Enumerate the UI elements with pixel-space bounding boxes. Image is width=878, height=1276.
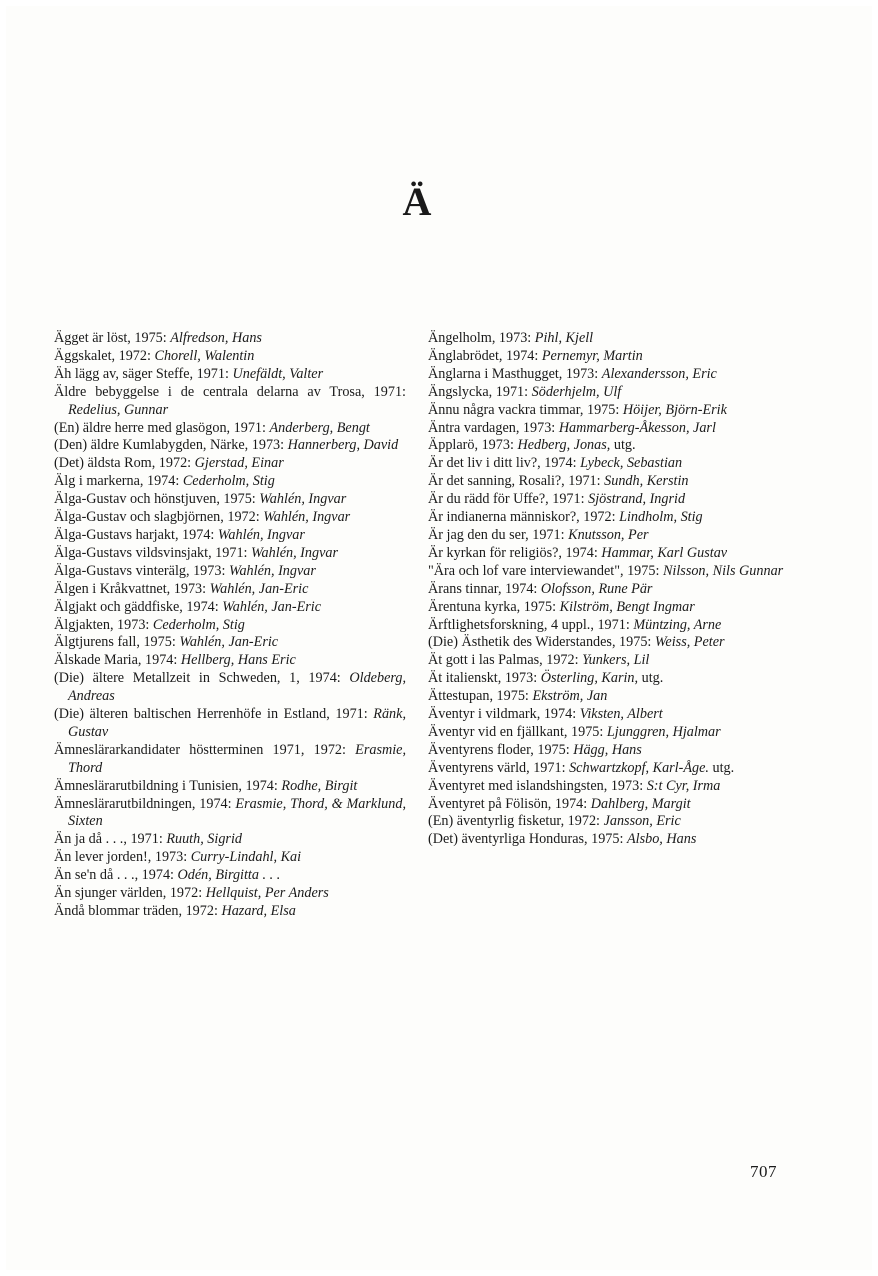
entry-title: Är det sanning, Rosali?, 1971: bbox=[428, 473, 605, 490]
index-entry bbox=[54, 885, 406, 903]
entry-author: Lybeck, Sebastian bbox=[580, 455, 683, 472]
entry-title: Ärentuna kyrka, 1975: bbox=[428, 598, 560, 615]
index-entry bbox=[54, 330, 406, 348]
entry-title: Äggskalet, 1972: bbox=[54, 347, 155, 364]
entry-title: Är det liv i ditt liv?, 1974: bbox=[428, 455, 581, 472]
entry-title: Älga-Gustavs vinterälg, 1973: bbox=[54, 562, 229, 579]
index-entry bbox=[54, 831, 406, 849]
index-entry bbox=[428, 742, 784, 760]
entry-title: Än sjunger världen, 1972: bbox=[54, 885, 206, 902]
index-entry bbox=[428, 599, 784, 617]
index-entry bbox=[428, 813, 784, 831]
index-entry bbox=[54, 366, 406, 384]
index-entry bbox=[428, 581, 784, 599]
entry-title: Älskade Maria, 1974: bbox=[54, 652, 181, 669]
entry-title: (Die) Ästhetik des Widerstandes, 1975: bbox=[428, 634, 655, 651]
entry-author: Cederholm, Stig bbox=[182, 473, 275, 490]
entry-title: Älgen i Kråkvattnet, 1973: bbox=[54, 580, 210, 597]
entry-author: Weiss, Peter bbox=[654, 634, 725, 651]
entry-title: Älga-Gustavs vildsvinsjakt, 1971: bbox=[54, 544, 252, 561]
entry-author: Hammarberg-Åkesson, Jarl bbox=[558, 419, 716, 436]
entry-title: Ägget är löst, 1975: bbox=[54, 330, 171, 346]
entry-title: (Den) äldre Kumlabygden, Närke, 1973: bbox=[54, 437, 288, 454]
entry-author: Viksten, Albert bbox=[579, 706, 663, 723]
left-column bbox=[54, 330, 406, 921]
entry-title: Är indianerna människor?, 1972: bbox=[428, 509, 620, 526]
entry-title: (En) äldre herre med glasögon, 1971: bbox=[54, 419, 270, 436]
entry-title: (Die) ältere Metallzeit in Schweden, 1, 1974: bbox=[54, 670, 350, 687]
index-entry bbox=[428, 634, 784, 652]
entry-author: S:t Cyr, Irma bbox=[646, 777, 721, 794]
entry-author: Wahlén, Ingvar bbox=[228, 562, 316, 579]
entry-title: Älg i markerna, 1974: bbox=[54, 473, 183, 490]
entry-author: Cederholm, Stig bbox=[152, 616, 245, 633]
entry-author: Dahlberg, Margit bbox=[590, 795, 691, 812]
entry-author: Odén, Birgitta . . . bbox=[177, 867, 281, 884]
entry-author: Jansson, Eric bbox=[603, 813, 681, 830]
index-entry bbox=[428, 563, 784, 581]
entry-title: (Det) äventyrliga Honduras, 1975: bbox=[428, 831, 627, 848]
entry-author: Nilsson, Nils Gunnar bbox=[662, 562, 784, 579]
right-column bbox=[428, 330, 784, 849]
index-entry bbox=[428, 491, 784, 509]
entry-title: Ängslycka, 1971: bbox=[428, 383, 532, 400]
entry-title: Är du rädd för Uffe?, 1971: bbox=[428, 491, 589, 508]
index-entry bbox=[54, 617, 406, 635]
entry-author: Wahlén, Ingvar bbox=[217, 526, 305, 543]
entry-title: Ättestupan, 1975: bbox=[428, 688, 533, 705]
index-entry bbox=[428, 652, 784, 670]
entry-author: Hägg, Hans bbox=[573, 741, 642, 758]
entry-title: Älgjakten, 1973: bbox=[54, 616, 153, 633]
entry-title: Ämneslärarkandidater höstterminen 1971, 1972: bbox=[54, 741, 356, 758]
entry-author: Kilström, Bengt Ingmar bbox=[559, 598, 695, 615]
index-entry bbox=[54, 867, 406, 885]
entry-author: Rodhe, Birgit bbox=[281, 777, 358, 794]
index-entry bbox=[54, 903, 406, 921]
index-entry bbox=[54, 455, 406, 473]
entry-author: Wahlén, Jan-Eric bbox=[179, 634, 279, 651]
entry-author: Ränk, Gustav bbox=[68, 706, 406, 740]
entry-title: Äntra vardagen, 1973: bbox=[428, 419, 559, 436]
entry-author: Österling, Karin, bbox=[540, 670, 639, 687]
entry-title: Är kyrkan för religiös?, 1974: bbox=[428, 544, 602, 561]
index-entry bbox=[428, 545, 784, 563]
index-entry bbox=[54, 706, 406, 742]
entry-author: Erasmie, Thord, & Marklund, Sixten bbox=[68, 795, 406, 830]
index-entry bbox=[428, 455, 784, 473]
entry-title: Äventyr vid en fjällkant, 1975: bbox=[428, 723, 607, 740]
entry-author: Ljunggren, Hjalmar bbox=[606, 723, 721, 740]
index-entry bbox=[54, 491, 406, 509]
index-entry bbox=[428, 420, 784, 438]
entry-author: Alexandersson, Eric bbox=[601, 365, 717, 382]
index-entry bbox=[54, 437, 406, 455]
entry-suffix: utg. bbox=[638, 670, 664, 687]
entry-author: Knutsson, Per bbox=[568, 526, 649, 543]
index-entry bbox=[54, 634, 406, 652]
entry-title: Ämneslärarutbildningen, 1974: bbox=[54, 795, 236, 812]
entry-title: Älga-Gustav och slagbjörnen, 1972: bbox=[54, 509, 264, 526]
entry-author: Chorell, Walentin bbox=[154, 347, 255, 364]
entry-title: Ännu några vackra timmar, 1975: bbox=[428, 401, 623, 418]
entry-title: Äventyr i vildmark, 1974: bbox=[428, 706, 580, 723]
entry-suffix: utg. bbox=[610, 437, 636, 454]
entry-title: Älga-Gustav och hönstjuven, 1975: bbox=[54, 491, 260, 508]
index-entry bbox=[428, 384, 784, 402]
entry-title: Äh lägg av, säger Steffe, 1971: bbox=[54, 365, 233, 382]
entry-author: Yunkers, Lil bbox=[582, 652, 650, 669]
entry-title: Älgtjurens fall, 1975: bbox=[54, 634, 180, 651]
index-entry bbox=[54, 563, 406, 581]
index-entry bbox=[54, 545, 406, 563]
index-entry bbox=[428, 617, 784, 635]
entry-author: Gjerstad, Einar bbox=[194, 455, 284, 472]
entry-author: Hannerberg, David bbox=[287, 437, 399, 454]
entry-author: Schwartzkopf, Karl-Åge. bbox=[569, 759, 709, 776]
entry-title: (Det) äldsta Rom, 1972: bbox=[54, 455, 195, 472]
entry-title: Änglabrödet, 1974: bbox=[428, 347, 542, 364]
entry-author: Wahlén, Jan-Eric bbox=[209, 580, 309, 597]
index-entry bbox=[428, 688, 784, 706]
entry-title: Änglarna i Masthugget, 1973: bbox=[428, 365, 602, 382]
index-entry bbox=[428, 670, 784, 688]
entry-author: Wahlén, Ingvar bbox=[251, 544, 338, 561]
entry-author: Hazard, Elsa bbox=[221, 903, 296, 919]
entry-author: Hellberg, Hans Eric bbox=[180, 652, 296, 669]
index-entry bbox=[54, 527, 406, 545]
entry-title: Äventyret på Fölisön, 1974: bbox=[428, 795, 591, 812]
entry-author: Ekström, Jan bbox=[532, 688, 608, 705]
entry-title: Äldre bebyggelse i de centrala delarna av Trosa, 1971: bbox=[54, 383, 406, 400]
index-entry bbox=[54, 599, 406, 617]
entry-author: Olofsson, Rune Pär bbox=[540, 580, 653, 597]
index-entry bbox=[428, 348, 784, 366]
entry-title: Äventyret med islandshingsten, 1973: bbox=[428, 777, 647, 794]
entry-title: Älgjakt och gäddfiske, 1974: bbox=[54, 598, 223, 615]
entry-title: (Die) älteren baltischen Herrenhöfe in Estland, 1971: bbox=[54, 706, 374, 723]
index-entry bbox=[54, 849, 406, 867]
entry-title: Ändå blommar träden, 1972: bbox=[54, 903, 222, 919]
entry-author: Unefäldt, Valter bbox=[232, 365, 324, 382]
index-entry bbox=[54, 670, 406, 706]
entry-title: "Ära och lof vare interviewandet", 1975: bbox=[428, 562, 663, 579]
index-entry bbox=[428, 831, 784, 849]
entry-title: Ämneslärarutbildning i Tunisien, 1974: bbox=[54, 777, 282, 794]
index-entry bbox=[428, 402, 784, 420]
index-entry bbox=[428, 760, 784, 778]
entry-author: Wahlén, Ingvar bbox=[259, 491, 347, 508]
entry-title: Ängelholm, 1973: bbox=[428, 330, 535, 346]
entry-title: Än lever jorden!, 1973: bbox=[54, 849, 191, 866]
entry-author: Höijer, Björn-Erik bbox=[622, 401, 727, 418]
index-entry bbox=[428, 706, 784, 724]
entry-author: Hellquist, Per Anders bbox=[205, 885, 329, 902]
entry-author: Anderberg, Bengt bbox=[269, 419, 370, 436]
entry-title: Ät gott i las Palmas, 1972: bbox=[428, 652, 583, 669]
entry-author: Söderhjelm, Ulf bbox=[531, 383, 622, 400]
entry-title: Är jag den du ser, 1971: bbox=[428, 526, 569, 543]
entry-author: Wahlén, Jan-Eric bbox=[222, 598, 322, 615]
index-entry bbox=[54, 581, 406, 599]
index-entry bbox=[428, 473, 784, 491]
entry-title: (En) äventyrlig fisketur, 1972: bbox=[428, 813, 604, 830]
entry-author: Redelius, Gunnar bbox=[68, 401, 169, 418]
entry-author: Sjöstrand, Ingrid bbox=[588, 491, 686, 508]
entry-author: Hammar, Karl Gustav bbox=[601, 544, 728, 561]
index-entry bbox=[428, 509, 784, 527]
entry-author: Alsbo, Hans bbox=[626, 831, 697, 848]
entry-title: Äventyrens värld, 1971: bbox=[428, 759, 570, 776]
entry-author: Hedberg, Jonas, bbox=[517, 437, 611, 454]
entry-author: Lindholm, Stig bbox=[619, 509, 703, 526]
entry-author: Alfredson, Hans bbox=[170, 330, 262, 346]
entry-title: Äventyrens floder, 1975: bbox=[428, 741, 574, 758]
entry-author: Wahlén, Ingvar bbox=[263, 509, 351, 526]
entry-title: Äpplarö, 1973: bbox=[428, 437, 518, 454]
entry-title: Älga-Gustavs harjakt, 1974: bbox=[54, 526, 218, 543]
index-entry bbox=[54, 778, 406, 796]
index-entry bbox=[428, 527, 784, 545]
entry-author: Pernemyr, Martin bbox=[541, 347, 643, 364]
index-entry bbox=[54, 652, 406, 670]
index-entry bbox=[428, 366, 784, 384]
index-entry bbox=[428, 796, 784, 814]
index-entry bbox=[54, 384, 406, 420]
entry-author: Sundh, Kerstin bbox=[604, 473, 689, 490]
section-letter-heading: Ä bbox=[402, 179, 432, 224]
page-number: 707 bbox=[750, 1162, 777, 1181]
index-entry bbox=[54, 742, 406, 778]
entry-author: Erasmie, Thord bbox=[68, 741, 406, 776]
entry-author: Müntzing, Arne bbox=[633, 616, 722, 633]
entry-title: Ärftlighetsforskning, 4 uppl., 1971: bbox=[428, 616, 634, 633]
index-entry bbox=[54, 509, 406, 527]
entry-title: Än ja då . . ., 1971: bbox=[54, 831, 167, 848]
entry-author: Ruuth, Sigrid bbox=[166, 831, 242, 848]
entry-title: Ärans tinnar, 1974: bbox=[428, 580, 541, 597]
entry-title: Än se'n då . . ., 1974: bbox=[54, 867, 178, 884]
entry-author: Oldeberg, Andreas bbox=[68, 670, 406, 705]
index-entry bbox=[54, 473, 406, 491]
entry-title: Ät italienskt, 1973: bbox=[428, 670, 541, 687]
index-entry bbox=[54, 796, 406, 832]
entry-suffix: utg. bbox=[708, 759, 735, 776]
index-entry bbox=[428, 778, 784, 796]
index-entry bbox=[428, 437, 784, 455]
index-entry bbox=[54, 348, 406, 366]
entry-author: Curry-Lindahl, Kai bbox=[190, 849, 302, 866]
index-entry bbox=[428, 724, 784, 742]
index-entry bbox=[428, 330, 784, 348]
entry-author: Pihl, Kjell bbox=[534, 330, 594, 346]
index-page bbox=[6, 6, 872, 1270]
index-entry bbox=[54, 420, 406, 438]
